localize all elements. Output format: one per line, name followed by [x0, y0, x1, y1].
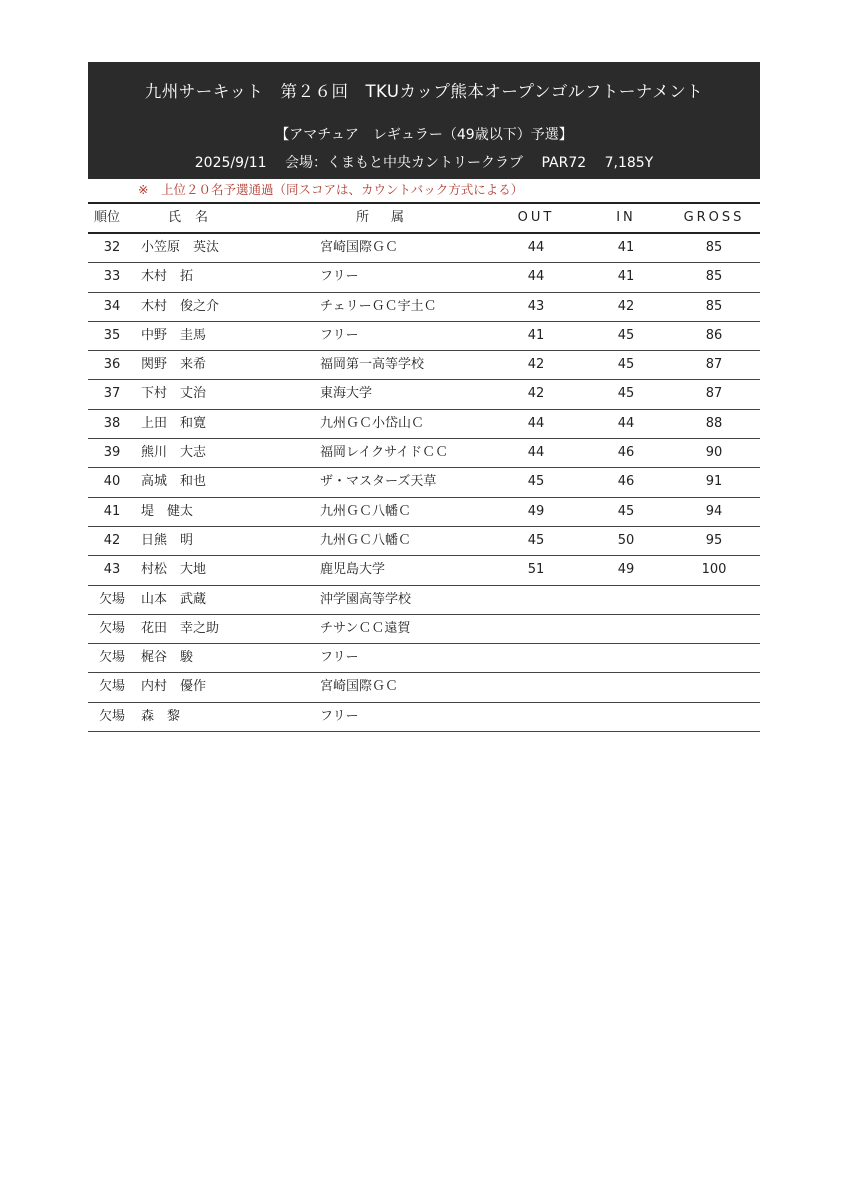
player-name-cell: 森 黎 — [141, 708, 181, 724]
table-row — [88, 410, 760, 439]
table-row — [88, 293, 760, 322]
gross-score-cell: 85 — [705, 298, 723, 314]
player-name-cell: 高城 和也 — [141, 474, 207, 490]
player-name-cell: 花田 幸之助 — [141, 620, 220, 636]
out-score-cell: 44 — [527, 415, 545, 431]
in-score-cell: 45 — [617, 327, 635, 343]
table-header — [88, 202, 760, 234]
out-score-cell: 44 — [527, 445, 545, 461]
club-cell: フリー — [320, 327, 359, 343]
club-cell: フリー — [320, 269, 359, 285]
club-cell: ザ・マスターズ天草 — [320, 474, 437, 490]
gross-score-cell: 91 — [705, 474, 723, 490]
rank-cell: 欠場 — [98, 591, 125, 607]
table-row — [88, 644, 760, 673]
gross-score-cell: 87 — [705, 386, 723, 402]
table-row — [88, 439, 760, 468]
club-cell: 九州ＧＣ八幡Ｃ — [320, 503, 412, 519]
out-score-cell: 43 — [527, 298, 545, 314]
player-name-cell: 中野 圭馬 — [141, 327, 207, 343]
club-cell: フリー — [320, 708, 359, 724]
header-banner — [88, 62, 760, 179]
rank-cell: 欠場 — [98, 679, 125, 695]
table-body — [88, 234, 760, 732]
table-row — [88, 703, 760, 732]
player-name-cell: 木村 俊之介 — [141, 298, 220, 314]
club-cell: 宮崎国際ＧＣ — [320, 240, 399, 255]
in-score-cell: 44 — [617, 415, 635, 431]
gross-score-cell: 86 — [705, 327, 723, 343]
gross-score-cell: 87 — [705, 357, 723, 373]
out-score-cell: 41 — [527, 327, 545, 343]
table-row — [88, 263, 760, 292]
page-title: 九州サーキット 第２６回 TKUカップ熊本オープンゴルフトーナメント — [144, 82, 704, 101]
rank-cell: 34 — [103, 298, 121, 314]
table-row — [88, 615, 760, 644]
out-score-cell: 42 — [527, 357, 545, 373]
out-score-cell: 42 — [527, 386, 545, 402]
qualification-note: ※ 上位２０名予選通過（同スコアは、カウントバック方式による） — [138, 182, 524, 197]
in-score-cell: 45 — [617, 357, 635, 373]
table-row — [88, 351, 760, 380]
table-row — [88, 556, 760, 585]
gross-score-cell: 85 — [705, 240, 723, 255]
rank-cell: 35 — [103, 327, 121, 343]
player-name-cell: 堤 健太 — [141, 503, 194, 519]
rank-cell: 42 — [103, 532, 121, 548]
in-score-cell: 41 — [617, 240, 635, 255]
in-score-cell: 45 — [617, 386, 635, 402]
table-row — [88, 527, 760, 556]
table-row — [88, 468, 760, 497]
player-name-cell: 小笠原 英汰 — [141, 240, 220, 255]
rank-cell: 37 — [103, 386, 121, 402]
club-cell: フリー — [320, 650, 359, 666]
table-row — [88, 498, 760, 527]
club-cell: 福岡第一高等学校 — [320, 357, 425, 373]
in-score-cell: 50 — [617, 532, 635, 548]
in-score-cell: 41 — [617, 269, 635, 285]
gross-score-cell: 85 — [705, 269, 723, 285]
player-name-cell: 梶谷 駿 — [141, 650, 194, 666]
in-score-cell: 46 — [617, 474, 635, 490]
in-score-cell: 45 — [617, 503, 635, 519]
out-score-cell: 51 — [527, 562, 545, 578]
results-table — [88, 202, 760, 732]
out-score-cell: 45 — [527, 532, 545, 548]
table-row — [88, 322, 760, 351]
rank-cell: 40 — [103, 474, 121, 490]
gross-score-cell: 90 — [705, 445, 723, 461]
rank-cell: 41 — [103, 503, 121, 519]
club-cell: 鹿児島大学 — [320, 562, 386, 578]
player-name-cell: 下村 丈治 — [141, 386, 207, 402]
in-score-cell: 49 — [617, 562, 635, 578]
table-row — [88, 234, 760, 263]
out-score-cell: 45 — [527, 474, 545, 490]
club-cell: 九州ＧＣ小岱山Ｃ — [320, 415, 425, 431]
club-cell: 九州ＧＣ八幡Ｃ — [320, 532, 412, 548]
category-subtitle: 【アマチュア レギュラー（49歳以下）予選】 — [275, 127, 573, 143]
rank-cell: 欠場 — [98, 650, 125, 666]
event-date: 2025/9/11 — [194, 155, 267, 171]
column-header-gross: GROSS — [683, 210, 745, 225]
column-header-in: IN — [616, 210, 636, 225]
rank-cell: 33 — [103, 269, 121, 285]
in-score-cell: 46 — [617, 445, 635, 461]
gross-score-cell: 88 — [705, 415, 723, 431]
out-score-cell: 44 — [527, 240, 545, 255]
gross-score-cell: 95 — [705, 532, 723, 548]
out-score-cell: 49 — [527, 503, 545, 519]
player-name-cell: 上田 和寛 — [141, 415, 207, 431]
player-name-cell: 熊川 大志 — [141, 445, 207, 461]
rank-cell: 32 — [103, 240, 121, 255]
table-row — [88, 673, 760, 702]
out-score-cell: 44 — [527, 269, 545, 285]
table-row — [88, 586, 760, 615]
rank-cell: 欠場 — [98, 708, 125, 724]
gross-score-cell: 94 — [705, 503, 723, 519]
club-cell: チサンＣＣ遠賀 — [320, 620, 411, 636]
column-header-name: 氏名 — [168, 210, 223, 225]
rank-cell: 36 — [103, 357, 121, 373]
column-header-out: OUT — [517, 210, 555, 225]
event-info — [88, 152, 760, 172]
rank-cell: 39 — [103, 445, 121, 461]
event-venue: 会場：くまもと中央カントリークラブ — [285, 155, 524, 171]
table-row — [88, 380, 760, 409]
rank-cell: 38 — [103, 415, 121, 431]
course-yardage: 7,185Y — [604, 155, 654, 171]
course-par: PAR72 — [541, 155, 587, 171]
club-cell: 沖学園高等学校 — [320, 591, 412, 607]
column-header-club: 所属 — [356, 210, 427, 225]
rank-cell: 欠場 — [98, 620, 125, 636]
club-cell: 宮崎国際ＧＣ — [320, 679, 399, 695]
player-name-cell: 木村 拓 — [141, 269, 194, 285]
player-name-cell: 村松 大地 — [141, 562, 207, 578]
in-score-cell: 42 — [617, 298, 635, 314]
player-name-cell: 山本 武蔵 — [141, 591, 207, 607]
player-name-cell: 内村 優作 — [141, 679, 207, 695]
gross-score-cell: 100 — [701, 562, 727, 578]
club-cell: 福岡レイクサイドＣＣ — [320, 445, 449, 461]
club-cell: チェリーＧＣ宇土Ｃ — [320, 298, 437, 314]
column-header-rank: 順位 — [94, 210, 121, 225]
player-name-cell: 日熊 明 — [141, 532, 194, 548]
club-cell: 東海大学 — [320, 386, 373, 402]
rank-cell: 43 — [103, 562, 121, 578]
player-name-cell: 関野 来希 — [141, 357, 207, 373]
